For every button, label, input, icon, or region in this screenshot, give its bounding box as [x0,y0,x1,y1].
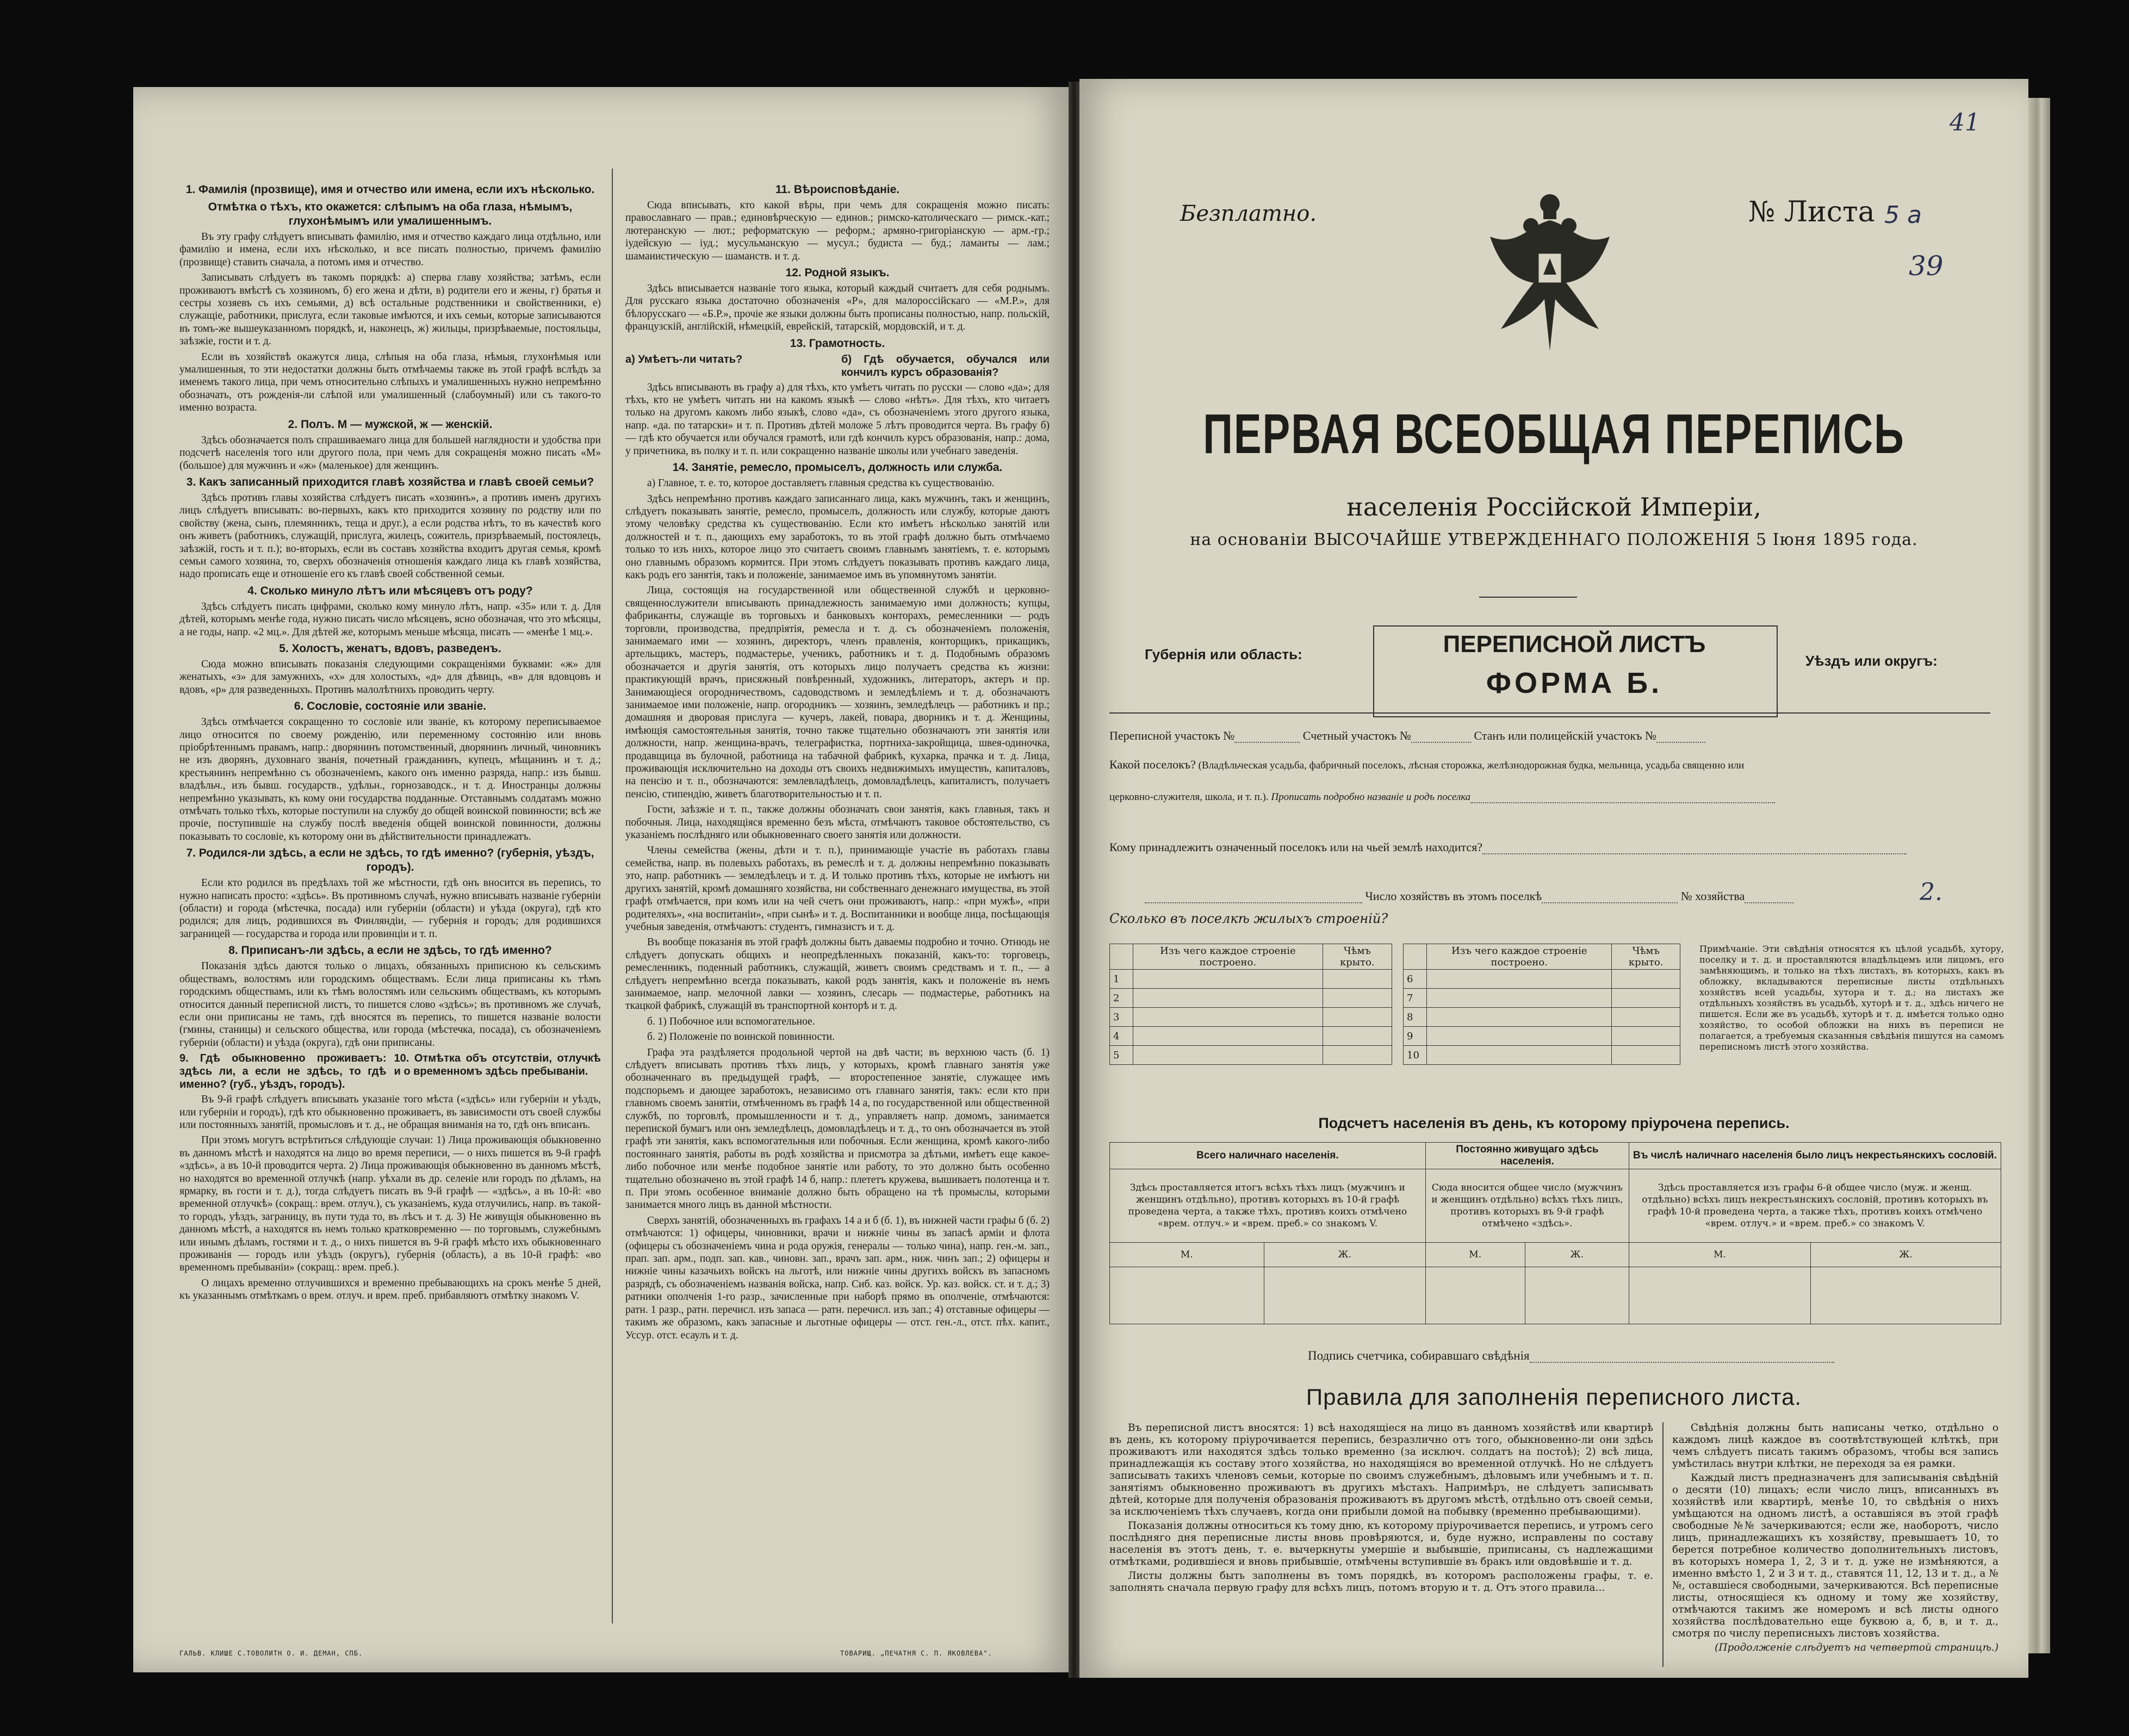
split-heading-part: а) Умѣетъ-ли читать? [625,353,743,365]
instruction-paragraph: а) Главное, т. е. то, которое доставляетъ главныя средства къ существованію. [647,478,995,489]
instruction-paragraph: Показанія здѣсь даются только о лицахъ, обязанныхъ приписною къ сельскимъ обществамъ, волостямъ или городскимъ обществамъ. Если лица приписаны къ тѣмъ городскимъ обществамъ, или къ тѣмъ волостямъ или сельскимъ обществамъ, къ которымъ относится данный переписной листъ, то пишется слово «здѣсь»; въ противномъ же случаѣ, если они приписаны не тамъ, гдѣ вносятся въ перепись, то пишется названіе волости (гмины, станицы) и сельского общества, или города (мѣстечка, посада), съ обозначеніемъ губерніи (области) и уѣзда (округа), гдѣ они приписаны. [179,960,601,1049]
households-count-label: Число хозяйствъ въ этомъ поселкѣ [1365,889,1542,903]
split-heading [625,353,1050,379]
building-row-num: 7 [1404,989,1427,1008]
instruction-paragraph: Графа эта раздѣляется продольной чертой на двѣ части; въ верхнюю часть (б. 1) слѣдуетъ вписывать противъ тѣхъ лицъ, у которыхъ, кромѣ главнаго занятія уже обозначеннаго въ предыдущей графѣ, — второстепенное занятіе, служащее имъ подспорьемъ и дающее заработокъ, независимо отъ главнаго занятія, такъ: если кто при главномъ своемъ занятіи, отмѣченномъ въ графѣ 14 а, по государственной или общественной службѣ, по торговлѣ, промышленности и т. д., управляетъ напр. домомъ, занимается перепиской бумагъ или онъ земледѣлецъ, домовладѣлецъ и т. д., то онъ обозначается въ этой графѣ эти занятія, какъ вспомогательныя или побочныя. Если женщина, кромѣ какого-либо постояннаго занятія, работы въ родѣ хозяйства и присмотра за дѣтьми, имѣетъ еще какое-либо побочное или менѣе подобное занятіе или работу, то это должно быть особенно тщательно обозначено въ этой графѣ 14 б, напр.: плететъ кружева, вышиваетъ полотенца и т. п. При этомъ особенное вниманіе должно быть обращено на тѣ промыслы, которыми занимается много лицъ въ данной мѣстности. [625,1046,1050,1211]
district-label: Уѣздъ или округъ: [1805,653,1938,669]
instruction-paragraph: При этомъ могутъ встрѣтиться слѣдующіе случаи: 1) Лица проживающія обыкновенно въ данномъ мѣстѣ и находятся на лицо во время переписи, — о нихъ пишется въ 9-й графѣ «здѣсь», а въ 10-й проводится черта. 2) Лица проживающія обыкновенно въ данномъ мѣстѣ, но находятся во временной отлучкѣ (напр. уѣхали въ др. селеніе или городъ по дѣламъ, на ярмарку, въ гости и т. д.), тогда слѣдуетъ писать въ 9-й графѣ — «здѣсь», а въ 10-й: «во временной отлучкѣ» (сокращ.: врем. отлуч.), съ указаніемъ, куда отлучились, напр. въ такой-то городъ, уѣздъ, заграницу, въ пути туда то, въ лѣсъ и т. д. 3) Не живущія обыкновенно въ данномъ мѣстѣ, а находятся въ немъ только кратковременно — по торговымъ, служебнымъ или инымъ дѣламъ, гостями и т. д., о нихъ пишется въ 9-й графѣ мѣсто ихъ обыкновеннаго проживанія — городъ или уѣздъ (округъ), губернія (область), а въ 10-й графѣ: «во временномъ пребываніи» (сокращ.: врем. преб.). [179,1134,601,1274]
instruction-paragraph: Лица, состоящія на государственной или общественной службѣ и церковно-священнослужители вписывають принадлежность занимаемую ими должность; купцы, фабриканты, служащіе въ торговыхъ и банковыхъ конторахъ, ремесленники — родъ торговли, производства, предпріятія, ремесла и т. д. съ обозначеніемъ положенія, занимаемаго ими — хозяинъ, директоръ, членъ правленія, конторщикъ, прикащикъ, артельщикъ, мастеръ, подмастерье, ученикъ, работникъ и т. д. Подобнымъ образомъ обозначается и другія занятія, отъ которыхъ лицо получаетъ средства къ жизни: практикующій врачъ, присяжный повѣренный, художникъ, литераторъ, актеръ и пр. Занимающіеся огородничествомъ, садоводствомъ и земледѣліемъ и т. д. обозначаютъ занимаемое ими положеніе, напр. огородникъ — хозяинъ, земледѣлецъ — работникъ и пр.; домашняя и дворовая прислуга — кучеръ, лакей, повара, дворникъ и т. д. Женщины, имѣющія самостоятельныя занятія, точно также тщательно обозначаютъ эти занятія или должности, напр. женщина-врачъ, телеграфистка, портниха-закройщица, швея-одиночка, продавщица въ булочной, работница на табачной фабрикѣ, кухарка, прачка и т. д. Лица, проживающія исключительно на доходы отъ своихъ недвижимыхъ имуществъ, капиталовъ, на пенсію и т. п., обозначаются: землевладѣлецъ, домовладѣлецъ, капиталистъ, получаетъ пенсію, стипендію, живетъ благотворительностью и т. п. [625,585,1050,800]
left-page [133,87,1069,1672]
instruction-paragraph: б. 2) Положеніе по воинской повинности. [647,1031,835,1043]
instruction-paragraph: Здѣсь противъ главы хозяйства слѣдуетъ писать «хозяинъ», а противъ именъ другихъ лицъ слѣдуетъ вписывать: во-первыхъ, какъ кто приходится хозяину по родству или по свойству (жена, сынъ, племянникъ, теща и друг.), а если родства нѣтъ, то въ качествѣ кого онъ живетъ (работникъ, служащій, прислуга, жилецъ, сожитель, призрѣваемый, постоялецъ, заѣзжій, гость и т. п.); во-вторыхъ, если въ составъ хозяйства входитъ другая семья, кромѣ семьи самого хозяина, то, сверхъ обозначенія отношенія каждаго лица къ главѣ хозяйства, надо прописать еще и отношеніе его къ главѣ своей собственной семьи. [179,492,601,580]
building-row-num: 6 [1404,970,1427,989]
population-count-title: Подсчетъ населенія въ день, къ которому пріурочена перепись. [1318,1115,1790,1131]
building-row-num: 2 [1110,989,1133,1008]
rule-paragraph: Каждый листъ предназначенъ для записыванія свѣдѣній о десяти (10) лицахъ; если число лицъ, вписанныхъ въ хозяйствѣ или квартирѣ, менѣе 10, то свѣдѣнія о нихъ умѣщаются на одномъ листѣ, а оставшіяся въ этой графѣ свободные №№ зачеркиваются; если же, наоборотъ, число лицъ, принадлежащихъ къ хозяйству, превышаетъ 10, то берется потребное количество дополнительныхъ листовъ, въ которыхъ номера 1, 2, 3 и т. д. уже не измѣняются, а именно вмѣсто 1, 2 и 3 и т. д., ставятся 11, 12, 13 и т. д., а №№, оставшіеся свободными, зачеркиваются. Всѣ переписные листы, относящіеся къ одному и тому же хозяйству, отмѣчаются такимъ же номеромъ и всѣ листы одного хозяйства послѣдовательно еще буквою а, б, в, и т. д., смотря по числу переписныхъ листовъ хозяйства. [1672,1472,1998,1639]
instruction-paragraph: О лицахъ временно отлучившихся и временно пребывающихъ на срокъ менѣе 5 дней, къ указаннымъ отмѣткамъ о врем. отлуч. и врем. преб. прибавляютъ отмѣтку знакомъ V. [179,1277,601,1302]
instructions-column-2 [625,179,1050,1634]
material-header: Изъ чего каждое строеніе построено. [1133,944,1323,970]
instruction-paragraph: Члены семейства (жены, дѣти и т. п.), принимающіе участіе въ работахъ главы семейства, напр. въ полевыхъ работахъ, въ ремеслѣ и т. д. должны непремѣнно показывать это, напр. работникъ — земледѣлецъ и т. д. И только противъ тѣхъ, которые не имѣютъ ни другихъ занятій, кромѣ домашняго хозяйства, ни собственнаго денежнаго имущества, въ этой графѣ отмѣчается, при комъ или на чей счетъ они проживаютъ, напр.: «при мужѣ», «при родителяхъ», «на воспитаніи», «при сынѣ» и т. д. Воспитанники и вообще лица, посѣщающія учебныя заведенія, отмѣчаютъ: студентъ, гимназистъ и т. д. [625,845,1050,933]
census-subtitle: населенія Россійской Имперіи, [1346,492,1761,522]
enumerator-signature-line [1308,1349,1834,1363]
instruction-paragraph: Здѣсь слѣдуетъ писать цифрами, сколько кому минуло лѣтъ, напр. «35» или т. д. Для дѣтей, которымъ менѣе года, нужно писать число мѣсяцевъ, ясно обозначая, что это мѣсяцы, а не годы, напр. «2 мц.». Для дѣтей же, которымъ меньше мѣсяца, писать — «менѣе 1 мц.». [179,600,601,638]
buildings-table-right [1403,944,1680,1065]
section-heading: 2. Полъ. М — мужской, ж — женскій. [288,418,493,431]
building-row-num: 9 [1404,1027,1427,1046]
section-heading: 5. Холостъ, женатъ, вдовъ, разведенъ. [279,642,501,655]
section-heading: 7. Родился-ли здѣсь, а если не здѣсь, то гдѣ именно? (губернія, уѣздъ, городъ). [186,847,594,874]
non-peasant-desc: Здѣсь проставляется изъ графы 6-й общее число (муж. и женщ. отдѣльно) всѣхъ лицъ некрестьянскихъ сословій, противъ которыхъ въ графѣ 10-й проведена черта, а также тѣхъ, противъ коихъ отмѣчено «врем. отлуч.» и «врем. преб.» со знакомъ V. [1629,1169,2001,1243]
settlement-hint-3: Прописать подробно названіе и родъ поселка [1271,791,1471,803]
rule-paragraph: Свѣдѣнія должны быть написаны четко, отдѣльно о каждомъ лицѣ каждое въ соотвѣтствующей клѣткѣ, при чемъ слѣдуетъ писать такимъ образомъ, чтобы вся запись умѣстилась внутри клѣтки, не переходя за ея рамки. [1672,1422,1998,1470]
instruction-paragraph: Если въ хозяйствѣ окажутся лица, слѣпыя на оба глаза, нѣмыя, глухонѣмыя или умалишенныя, то эти недостатки должны быть отмѣчаемы также въ этой графѣ вслѣдъ за именемъ такого лица, при чемъ относительно слѣпыхъ и умалишенныхъ нужно непремѣнно обозначать, отъ рожденія-ли слѣпой или умалишенный (слабоумный) или съ такого-то именно возраста. [179,351,601,414]
buildings-table-left [1109,944,1392,1065]
section-heading: 4. Сколько минуло лѣтъ или мѣсяцевъ отъ роду? [247,584,533,597]
female-col: Ж. [1811,1243,2001,1267]
instruction-paragraph: Сверхъ занятій, обозначенныхъ въ графахъ 14 а и б (б. 1), въ нижней части графы б (б. 2) отмѣчаются: 1) офицеры, чиновники, врачи и нижніе чины въ запасѣ арміи и флота (офицеры съ обозначеніемъ чина и рода оружія, генералы — только чина), напр. ген.-м. зап., прап. зап. арм., подп. зап. кав., чиновн. зап., врачъ зап. арм., ниж. чинъ зап.; 2) офицеры и нижніе чины казачьихъ войскъ на льготѣ, или нижніе чины другихъ войскъ въ запасномъ разрядѣ, съ обозначеніемъ названія войска, напр. Сиб. каз. войск. Ур. каз. войск. ст. и т. д.; 3) ратники ополченія 1-го разр., зачисленные при наборѣ прямо въ ополченіе, отмѣчаются: ратн. 1 разр., ратн. перечисл. изъ запаса — ратн. перечисл. изъ зап.; 4) отставные офицеры — такимъ же образомъ, какъ запасные и льготные офицеры — отст. ген.-л., отст. пѣх. капит., Уссур. отст. есаулъ и т. д. [625,1214,1050,1341]
building-row-num: 4 [1110,1027,1133,1046]
instruction-paragraph: Если кто родился въ предѣлахъ той же мѣстности, гдѣ онъ вносится въ перепись, то нужно написать просто: «здѣсь». Въ противномъ случаѣ, нужно вписывать названіе губерніи (области) и города (мѣстечка, посада) или губерніи (области) и уѣзда (округа), гдѣ кто родился; для лицъ, родившихся въ Финляндіи, — губернія и городъ; для родившихся заграницей — государства и города или провинціи и т. п. [179,877,601,940]
section-heading: 8. Приписанъ-ли здѣсь, а если не здѣсь, то гдѣ именно? [228,944,552,957]
rules-column-2 [1672,1422,1998,1656]
rules-divider [1662,1422,1664,1667]
page-edge-stack [2028,98,2050,1653]
owner-line [1109,840,1907,854]
precinct-line [1109,729,1705,743]
household-number-value: 2. [1920,878,1942,906]
buildings-question: Сколько въ поселкѣ жилыхъ строеній? [1109,911,1388,926]
permanent-residents-header: Постоянно живущаго здѣсь населенія. [1425,1143,1629,1169]
counting-precinct-label: Счетный участокъ № [1302,729,1411,742]
instruction-paragraph: Здѣсь обозначается полъ спрашиваемаго лица для большей наглядности и удобства при подсчетѣ населенія того или другого пола, при чемъ для сокращенія можно писать «М» (большое) для мужчинъ и «ж» (маленькое) для женщинъ. [179,434,601,472]
building-row-num: 10 [1404,1046,1427,1065]
section-heading: 6. Сословіе, состояніе или званіе. [294,700,487,713]
instruction-paragraph: Здѣсь вписывается названіе того языка, который каждый считаетъ для себя роднымъ. Для русскаго языка достаточно обозначенія «Р», для малороссійскаго — «М.Р.», для бѣлорусскаго — «Б.Р.», прочіе же языки должны быть прописаны полностью, напр. польскій, французскій, англійскій, нѣмецкій, еврейскій, татарскій, мордовскій, и т. д. [625,283,1050,333]
section-heading: 12. Родной языкъ. [785,266,890,280]
instruction-paragraph: Сюда вписывать, кто какой вѣры, при чемъ для сокращенія можно писать: православнаго — прав.; единовѣрческую — единов.; римско-католическаго — римск.-кат.; лютеранскую — лют.; реформатскую — реформ.; армяно-григоріанскую — арм.-гр.; іудейскую — іуд.; мусульманскую — мусул.; будиста — буд.; ламаиты — лам.; шамаиистическую — шаманств. и т. д. [625,200,1050,262]
settlement-line [1109,758,1744,772]
non-peasant-header: Въ числѣ наличнаго населенія было лицъ некрестьянскихъ сословій. [1629,1143,2001,1169]
female-col: Ж. [1525,1243,1629,1267]
title-rule [1479,597,1577,598]
building-row-num: 8 [1404,1008,1427,1027]
census-precinct-label: Переписной участокъ № [1109,729,1235,742]
split-heading [179,1052,601,1091]
census-title: ПЕРВАЯ ВСЕОБЩАЯ ПЕРЕПИСЬ [1203,403,1905,466]
police-precinct-label: Станъ или полицейскій участокъ № [1474,729,1656,742]
rule-paragraph: Показанія должны относиться къ тому дню, къ которому пріурочивается перепись, и утромъ сего послѣдняго дня переписные листы вновь провѣряются, и, буде нужно, исправлены по составу населенія въ этотъ день, т. е. вычеркнуты умершіе и выбывшіе, приписаны, съ надлежащими отмѣтками, родившіеся и вновь прибывшіе, отмѣчены вступившіе въ бракъ или овдовѣвшіе и т. д. [1109,1520,1653,1567]
section-heading: 1. Фамилія (прозвище), имя и отчество или имена, если ихъ нѣсколько. [185,183,595,196]
building-row-num: 5 [1110,1046,1133,1065]
instruction-paragraph: Въ вообще показанія въ этой графѣ должны быть даваемы подробно и точно. Отнюдь не слѣдуетъ допускать общихъ и неопредѣленныхъ показаній, какъ-то: торговецъ, ремесленникъ, поденный работникъ, служащій, живетъ своимъ средствамъ и т. п., — а слѣдуетъ непремѣнно всегда показывать, какой родъ занятія, какъ и положеніе въ немъ занимаемое, напр. мелочной лавки — хозяинъ, слесарь — подмастерье, работникъ на ткацкой фабрикѣ, служащій въ транспортной конторѣ и т. д. [625,937,1050,1012]
province-label: Губернія или область: [1145,646,1302,662]
roof-header: Чѣмъ крыто. [1323,944,1392,970]
instruction-paragraph: Сюда можно вписывать показанія следующими сокращеніями буквами: «ж» для женатыхъ, «з» для замужнихъ, «х» для холостыхъ, «д» для дѣвицъ, «в» для вдовцовъ и вдовъ, «р» для разведенныхъ. Противъ малолѣтнихъ проводить черту. [179,658,601,696]
rules-column-1 [1109,1422,1653,1596]
section-heading: 11. Вѣроисповѣданіе. [775,183,900,196]
population-count-table [1109,1142,2001,1324]
instruction-paragraph: Въ эту графу слѣдуетъ вписывать фамилію, имя и отчество каждаго лица отдѣльно, или фамилію и имена, если ихъ нѣсколько, и все писать полностью, причемъ фамилію (прозвище) ставить сначала, а потомъ имя и отчество. [179,231,601,268]
instruction-paragraph: Здѣсь отмѣчается сокращенно то сословіе или званіе, къ которому переписываемое лицо относится по своему рожденію, или переменному состоянію или вновь пріобрѣтеннымъ правамъ, напр.: дворянинъ потомственный, дворянинъ личный, чиновникъ не изъ дворянъ, духовнаго званія, почетный гражданинъ, купецъ, мѣщанинъ и т. д.; крестьянинъ непремѣнно съ обозначеніемъ, какого онъ именно разряда, напр.: изъ бывш. владѣльч., изъ бывш. государств., удѣльн., горнозаводск., и т. д. Иностранцы должны непремѣнно указывать, къ кому они государства подданные. Отставнымъ солдатамъ можно отмѣчать только тѣхъ, которые поступили на службу до общей воинской повинности; всѣ же прочіе, поступившіе на службу послѣ введенія общей воинской повинности, должны показывать то сословіе, къ которому они въ дѣйствительности принадлежатъ. [179,716,601,842]
instruction-paragraph: Въ 9-й графѣ слѣдуетъ вписывать указаніе того мѣста («здѣсь» или губерніи и уѣздъ, или губерніи и городъ), гдѣ кто обыкновенно проживаетъ, въ зависимости отъ своей службы или постоянныхъ занятій, промысловъ и т. д., не обращая вниманія на то, гдѣ онъ вписанъ. [179,1094,601,1131]
sheet-number-label: № Листа [1748,196,1875,228]
section-heading: 14. Занятіе, ремесло, промыселъ, должность или служба. [672,461,1003,474]
split-heading-part: 9. Гдѣ обыкновенно проживаетъ: здѣсь ли, а если не здѣсь, то гдѣ именно? (губ., уѣздъ, городъ). [179,1052,387,1091]
handwritten-number: 39 [1909,250,1944,282]
male-col: М. [1629,1243,1810,1267]
instruction-paragraph: Здѣсь непремѣнно противъ каждаго записаннаго лица, какъ мужчинъ, такъ и женщинъ, слѣдуетъ показывать занятіе, ремесло, промыселъ, должность или службу, которые даютъ этому человѣку средства къ существованію. Если кто имѣетъ нѣсколько занятій или должностей и т. п., дающихъ ему заработокъ, то въ этой графѣ должно быть отмѣчаемо только то изъ нихъ, которое лицо это считаетъ своимъ главнымъ занятіемъ, т. е. которымъ оно главнымъ образомъ кормится. При этомъ слѣдуетъ показывать противъ каждаго лица, какъ родъ его занятія, такъ и положеніе, занимаемое имъ въ упомянутомъ занятіи. [625,493,1050,581]
form-label: ФОРМА Б. [1486,667,1663,699]
instruction-paragraph: Здѣсь вписывають въ графу а) для тѣхъ, кто умѣетъ читать по русски — слово «да»; для тѣхъ, кто не умѣетъ читать ни на какомъ языкѣ — слово «нѣтъ». Для тѣхъ, кто читаетъ только на другомъ какомъ либо языкѣ, слово «да», съ обозначеніемъ этого другого языка, напр. «да. по татарски» и т. п. Противъ дѣтей моложе 5 лѣтъ проводится черта. Въ графу б) — гдѣ кто обучается или обучался грамотѣ, или гдѣ кончилъ курсъ образованія, напр.: дома, у причетника, въ полку и т. п. или сокращенно названіе школы или учебнаго заведенія. [625,381,1050,457]
buildings-note: Примѣчаніе. Эти свѣдѣнія относятся къ цѣлой усадьбѣ, хутору, поселку и т. д. и проставляются владѣльцемъ или лицомъ, его замѣняющимъ, и только на тѣхъ листахъ, въ которыхъ, какъ въ обложку, вкладываются переписные листы отдѣльныхъ хозяйствъ всей усадьбы, хутора и т. д.; на листахъ же отдѣльныхъ хозяйствъ въ усадьбѣ, хуторѣ и т. д., здѣсь ничего не пишется. Если же въ усадьбѣ, хуторѣ и т. д. имѣется только одно хозяйство, то особой обложки на нихъ въ переписи не полагается, а требуемыя сказанныя свѣдѣнія пишутся на самомъ переписномъ листѣ этого хозяйства. [1699,944,2004,1052]
split-heading-part: б) Гдѣ обучается, обучался или кончилъ курсъ образованія? [841,353,1050,379]
households-line [1145,889,1793,903]
printer-credit-right: ТОВАРИЩ. „ПЕЧАТНЯ С. П. ЯКОВЛЕВА". [840,1650,992,1657]
signature-label: Подпись счетчика, собиравшаго свѣдѣнія [1308,1349,1530,1362]
settlement-label: Какой поселокъ? [1109,758,1196,771]
material-header: Изъ чего каждое строеніе построено. [1427,944,1612,970]
total-present-desc: Здѣсь проставляется итогъ всѣхъ тѣхъ лицъ (мужчинъ и женщинъ отдѣльно), противъ которыхъ въ 10-й графѣ проведена черта, а также тѣхъ, противъ коихъ отмѣчено «врем. отлуч.» и «врем. преб.» со знакомъ V. [1110,1169,1426,1243]
column-divider [612,169,613,1623]
building-row-num: 3 [1110,1008,1133,1027]
free-label: Безплатно. [1180,201,1317,226]
female-col: Ж. [1264,1243,1425,1267]
continuation-note: (Продолженіе слѣдуетъ на четвертой страницѣ.) [1715,1642,1998,1653]
split-heading-part: 10. Отмѣтка объ отсутствіи, отлучкѣ и о временномъ здѣсь пребываніи. [394,1052,601,1078]
census-basis: на основаніи ВЫСОЧАЙШЕ УТВЕРЖДЕННАГО ПОЛОЖЕНІЯ 5 Іюня 1895 года. [1190,530,1918,549]
section-heading: 13. Грамотность. [790,337,885,350]
rule-paragraph: Въ переписной листъ вносятся: 1) всѣ находящіеся на лицо въ данномъ хозяйствѣ или квартирѣ въ день, къ которому пріурочивается перепись, безразлично отъ того, обыкновенно-ли они здѣсь проживаютъ или находятся здѣсь только временно (за исключ. солдатъ на постоѣ); 2) всѣ лица, принадлежащія къ составу этого хозяйства, но находящіяся во временной отлучкѣ. Но не слѣдуетъ записывать такихъ членовъ семьи, которые по своимъ служебнымъ, дѣловымъ или учебнымъ и т. п. занятіямъ обыкновенно проживаютъ въ другихъ мѣстахъ. Напримѣръ, не слѣдуетъ записывать дѣтей, которые для полученія образованія проживаютъ въ другомъ мѣстѣ, отдѣльно отъ своей семьи, за исключеніемъ тѣхъ случаевъ, когда они прибыли домой на побывку (временно пребывающими). [1109,1422,1653,1517]
male-col: М. [1425,1243,1525,1267]
printer-credit-left: ГАЛЬВ. КЛИШЕ С.ТОВОЛИТН О. И. ДЕМАН, СПБ. [179,1650,363,1657]
section-heading: Отмѣтка о тѣхъ, кто окажется: слѣпымъ на оба глаза, нѣмымъ, глухонѣмымъ или умалишеннымъ. [208,201,573,227]
sheet-number-value: 5 а [1884,201,1922,229]
settlement-line-2 [1109,791,1775,803]
total-present-header: Всего наличнаго населенія. [1110,1143,1426,1169]
roof-header: Чѣмъ крыто. [1612,944,1680,970]
male-col: М. [1110,1243,1264,1267]
handwritten-page-number: 41 [1950,109,1980,137]
permanent-residents-desc: Сюда вносится общее число (мужчинъ и женщинъ отдѣльно) всѣхъ тѣхъ лицъ, противъ которыхъ въ 9-й графѣ отмѣчено «здѣсь». [1425,1169,1629,1243]
settlement-hint: (Владѣльческая усадьба, фабричный поселокъ, лѣсная сторожка, желѣзнодорожная будка, мельница, усадьба священно или [1198,760,1745,771]
household-number-label: № хозяйства [1680,889,1745,903]
instruction-paragraph: Записывать слѣдуетъ въ такомъ порядкѣ: а) сперва главу хозяйства; затѣмъ, если проживаютъ вмѣстѣ съ хозяиномъ, б) его жена и дѣти, в) родители его и жены, г) братья и сестры хозяевъ съ ихъ семьями, д) всѣ остальные родственники и свойственники, е) служащіе, работники, прислуга, если таковые имѣются, и ихъ семьи, которые записываются въ томъ-же вышеуказанномъ порядкѣ, и, наконецъ, ж) жильцы, призрѣваемые, постояльцы, заѣзжіе, гости и т. д. [179,272,601,348]
rules-title: Правила для заполненія переписного листа. [1306,1384,1802,1410]
instructions-column-1 [179,179,601,1634]
right-page [1079,79,2028,1678]
census-sheet-heading: ПЕРЕПИСНОЙ ЛИСТЪ [1443,631,1706,658]
owner-label: Кому принадлежитъ означенный поселокъ или на чьей землѣ находится? [1109,840,1483,854]
book-gutter [1069,82,1079,1678]
imperial-eagle-icon [1479,188,1621,356]
instruction-paragraph: б. 1) Побочное или вспомогательное. [647,1015,815,1027]
rule-paragraph: Листы должны быть заполнены въ томъ порядкѣ, въ которомъ расположены графы, т. е. заполнять сначала первую графу для всѣхъ лицъ, потомъ вторую и т. д. Отъ этого правила... [1109,1570,1653,1594]
instruction-paragraph: Гости, заѣзжіе и т. п., также должны обозначать свои занятія, какъ главныя, такъ и побочныя. Лица, находящіяся временно безъ мѣста, отмѣчаютъ таковое обстоятельство, съ указаніемъ послѣдняго или обыкновеннаго своего занятія или должности. [625,804,1050,841]
settlement-hint-2: церковно-служителя, школа, и т. п.). [1109,791,1269,803]
section-heading: 3. Какъ записанный приходится главѣ хозяйства и главѣ своей семьи? [186,475,594,488]
building-row-num: 1 [1110,970,1133,989]
